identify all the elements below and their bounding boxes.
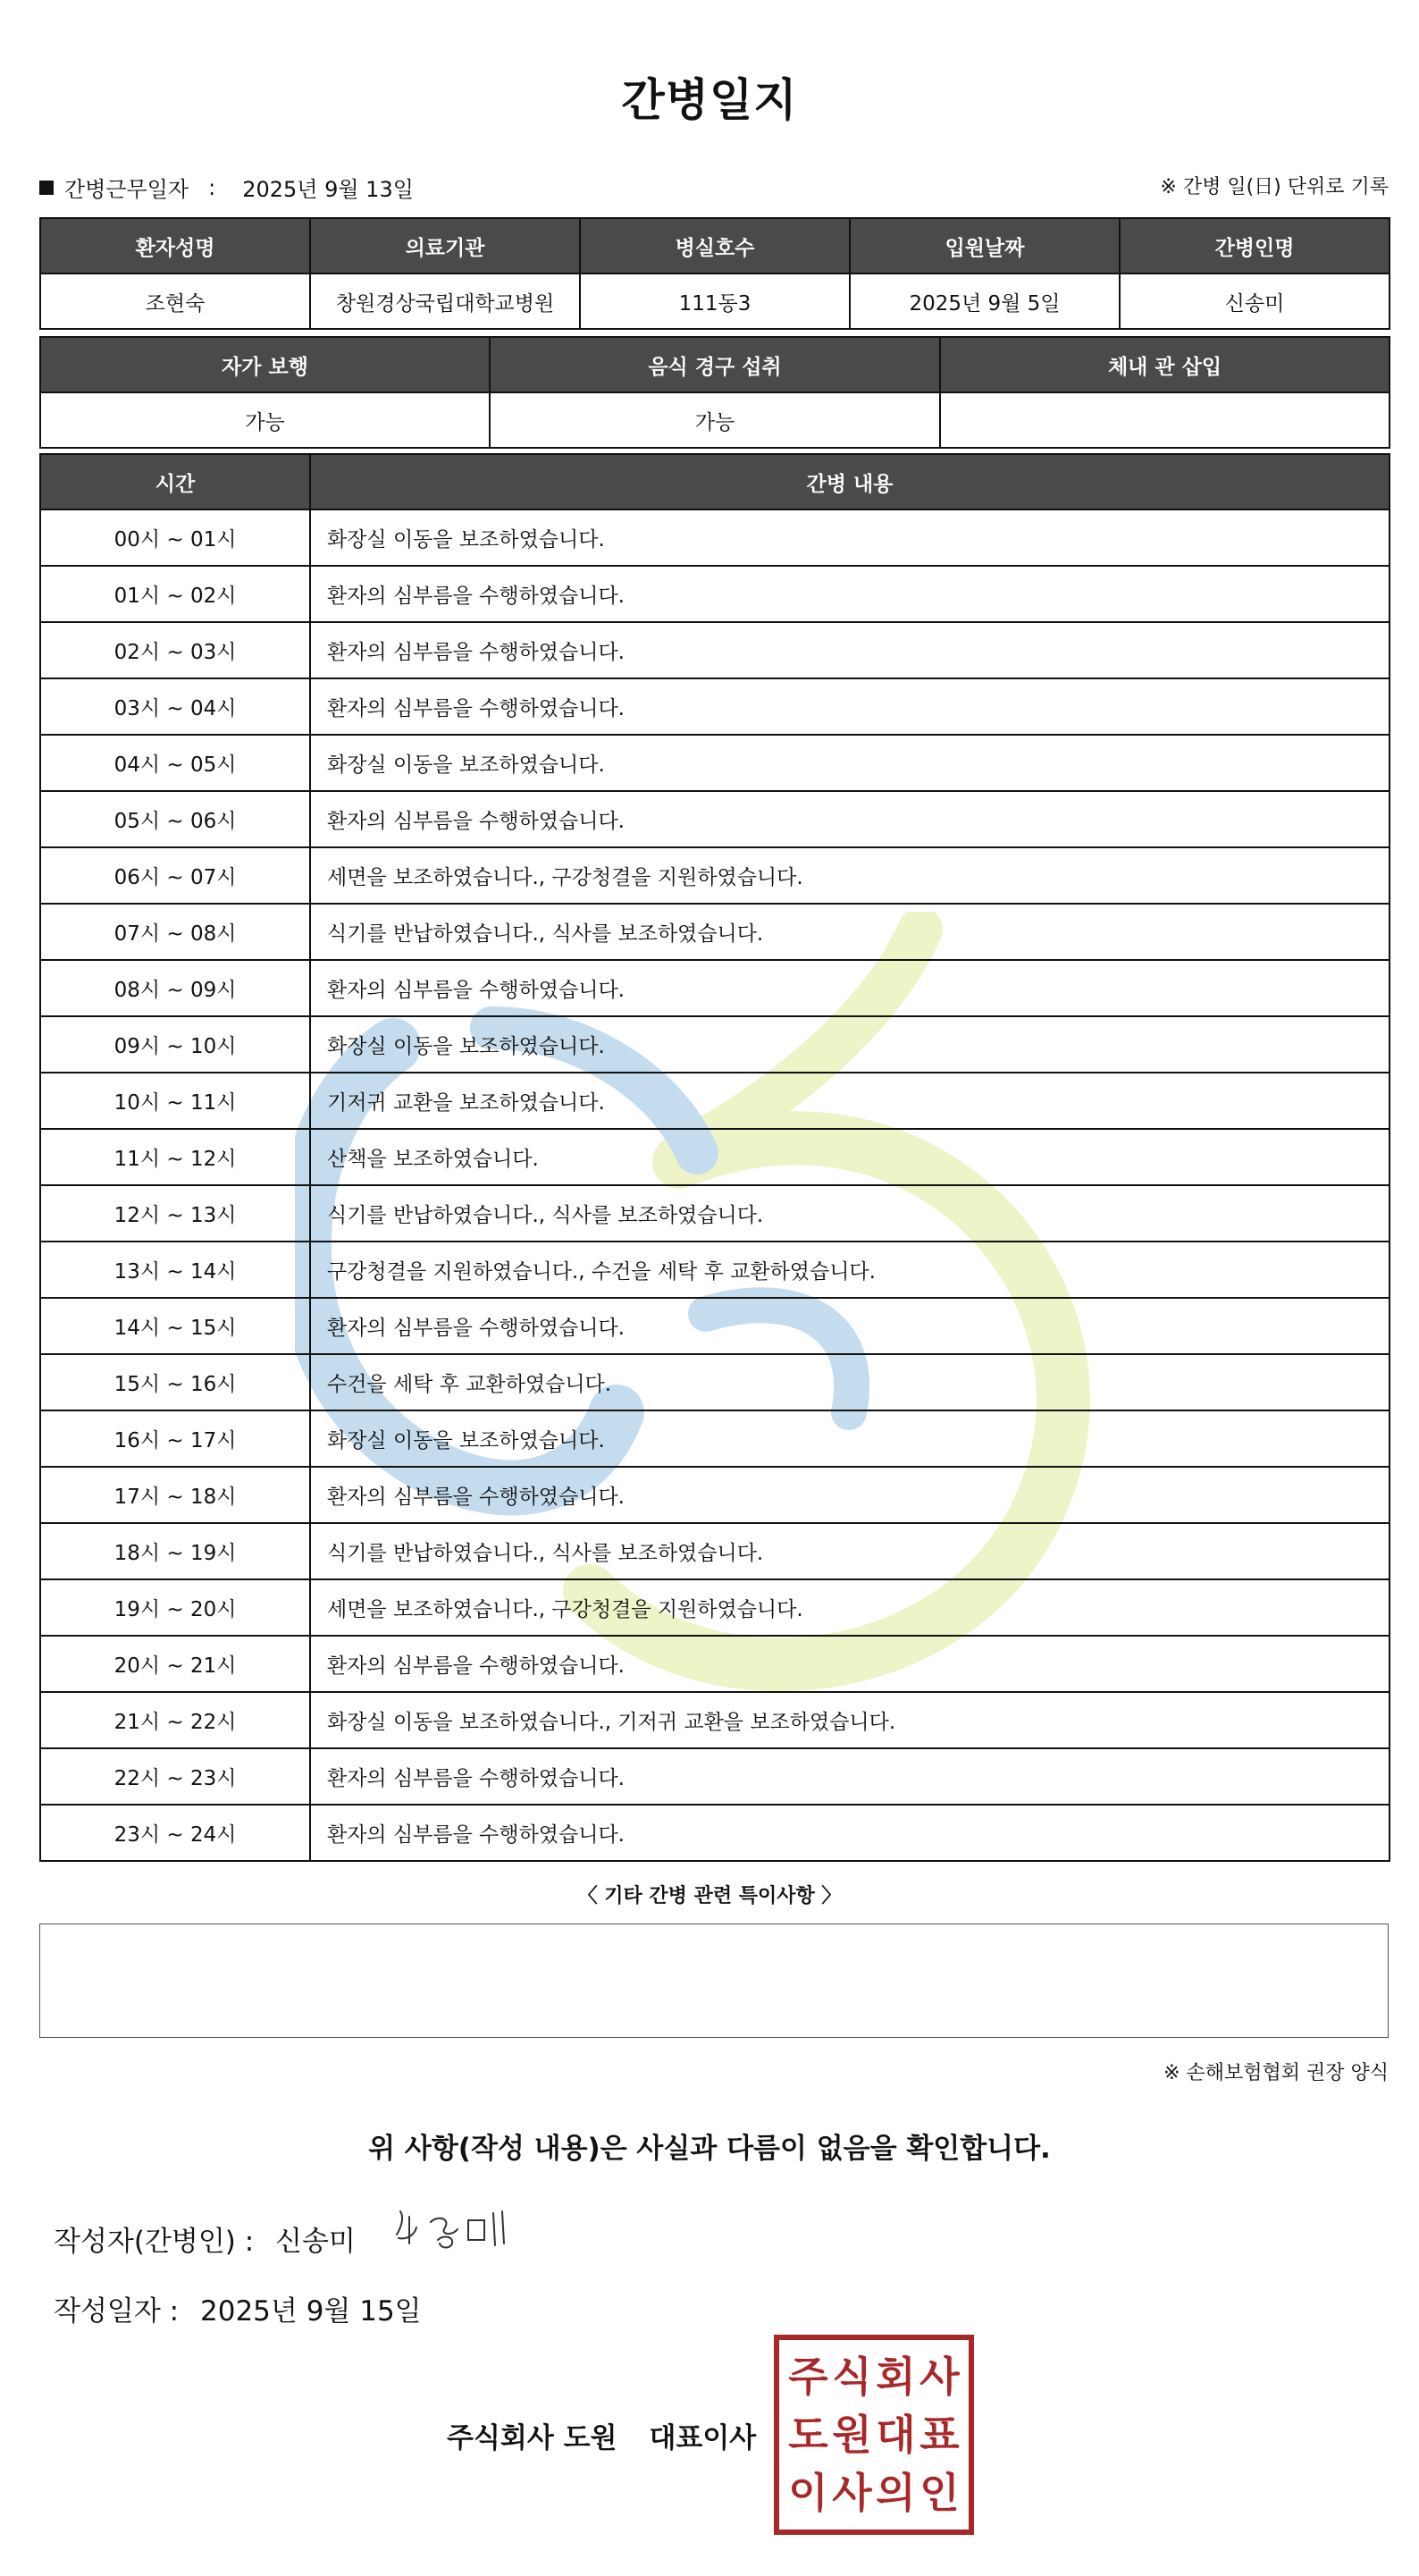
header-hospital: 의료기관	[310, 218, 580, 274]
time-cell: 02시 ~ 03시	[40, 622, 310, 678]
time-cell: 05시 ~ 06시	[40, 791, 310, 847]
seal-character: 인	[919, 2469, 960, 2518]
time-cell: 20시 ~ 21시	[40, 1636, 310, 1692]
table-row	[40, 1129, 1390, 1185]
care-content-cell: 환자의 심부름을 수행하였습니다.	[310, 1467, 1390, 1523]
care-content-cell: 환자의 심부름을 수행하였습니다.	[310, 1636, 1390, 1692]
walking-value: 가능	[40, 392, 490, 448]
care-content-cell: 세면을 보조하였습니다., 구강청결을 지원하였습니다.	[310, 1579, 1390, 1636]
time-cell: 16시 ~ 17시	[40, 1410, 310, 1467]
care-content-cell: 수건을 세탁 후 교환하였습니다.	[310, 1354, 1390, 1410]
duty-date-colon: :	[208, 174, 216, 200]
time-cell: 12시 ~ 13시	[40, 1185, 310, 1242]
time-cell: 13시 ~ 14시	[40, 1242, 310, 1298]
writer-line	[54, 2218, 356, 2259]
care-content-cell: 화장실 이동을 보조하였습니다.	[310, 735, 1390, 791]
time-cell: 14시 ~ 15시	[40, 1298, 310, 1354]
company-line	[447, 2415, 756, 2455]
tube-value	[940, 392, 1390, 448]
header-patient-name: 환자성명	[40, 218, 310, 274]
table-row	[40, 1016, 1390, 1073]
time-cell: 17시 ~ 18시	[40, 1467, 310, 1523]
table-row	[40, 791, 1390, 847]
seal-character: 의	[876, 2469, 916, 2518]
time-cell: 00시 ~ 01시	[40, 509, 310, 566]
document-title: 간병일지	[621, 74, 798, 126]
duty-date	[39, 172, 414, 203]
table-row	[40, 1467, 1390, 1523]
header-caregiver: 간병인명	[1120, 218, 1390, 274]
notes-box	[39, 1924, 1389, 2038]
table-row	[40, 1805, 1390, 1861]
time-cell: 10시 ~ 11시	[40, 1073, 310, 1129]
confirmation-statement: 위 사항(작성 내용)은 사실과 다름이 없음을 확인합니다.	[368, 2133, 1051, 2165]
time-cell: 07시 ~ 08시	[40, 904, 310, 960]
care-content-cell: 기저귀 교환을 보조하였습니다.	[310, 1073, 1390, 1129]
table-row	[40, 847, 1390, 904]
seal-character: 도	[788, 2410, 828, 2459]
care-content-cell: 환자의 심부름을 수행하였습니다.	[310, 1298, 1390, 1354]
table-row	[40, 1692, 1390, 1748]
care-content-cell: 식기를 반납하였습니다., 식사를 보조하였습니다.	[310, 904, 1390, 960]
time-cell: 19시 ~ 20시	[40, 1579, 310, 1636]
care-content-cell: 화장실 이동을 보조하였습니다.	[310, 1410, 1390, 1467]
care-content-cell: 환자의 심부름을 수행하였습니다.	[310, 960, 1390, 1016]
written-date-label: 작성일자 :	[54, 2295, 180, 2328]
header-walking: 자가 보행	[40, 337, 490, 392]
table-row	[40, 1410, 1390, 1467]
writer-name: 신송미	[275, 2226, 356, 2258]
care-content-cell: 환자의 심부름을 수행하였습니다.	[310, 622, 1390, 678]
care-content-cell: 환자의 심부름을 수행하였습니다.	[310, 791, 1390, 847]
square-bullet-icon	[39, 181, 54, 195]
header-tube: 체내 관 삽입	[940, 337, 1390, 392]
seal-character: 원	[832, 2410, 872, 2459]
care-content-cell: 화장실 이동을 보조하였습니다.	[310, 509, 1390, 566]
table-row	[40, 735, 1390, 791]
time-cell: 11시 ~ 12시	[40, 1129, 310, 1185]
table-row	[40, 566, 1390, 622]
duty-date-row	[39, 172, 1389, 204]
written-date-value: 2025년 9월 15일	[200, 2295, 422, 2328]
hospital-name: 창원경상국립대학교병원	[310, 274, 580, 329]
time-cell: 22시 ~ 23시	[40, 1748, 310, 1805]
unit-note: ※ 간병 일(日) 단위로 기록	[1160, 176, 1389, 198]
written-date-line	[54, 2288, 422, 2328]
care-content-cell: 환자의 심부름을 수행하였습니다.	[310, 678, 1390, 735]
time-cell: 08시 ~ 09시	[40, 960, 310, 1016]
care-content-cell: 환자의 심부름을 수행하였습니다.	[310, 1805, 1390, 1861]
header-care-content: 간병 내용	[310, 454, 1390, 509]
time-cell: 23시 ~ 24시	[40, 1805, 310, 1861]
seal-character: 주	[788, 2352, 828, 2401]
table-row	[40, 678, 1390, 735]
table-row	[40, 1073, 1390, 1129]
time-cell: 21시 ~ 22시	[40, 1692, 310, 1748]
care-content-cell: 식기를 반납하였습니다., 식사를 보조하였습니다.	[310, 1185, 1390, 1242]
duty-date-label: 간병근무일자	[64, 177, 189, 202]
recommendation-note: ※ 손해보험협회 권장 양식	[1163, 2062, 1389, 2084]
oral-intake-value: 가능	[490, 392, 940, 448]
seal-character: 사	[832, 2469, 872, 2518]
time-cell: 04시 ~ 05시	[40, 735, 310, 791]
care-content-cell: 구강청결을 지원하였습니다., 수건을 세탁 후 교환하였습니다.	[310, 1242, 1390, 1298]
seal-characters	[786, 2347, 961, 2522]
care-content-cell: 산책을 보조하였습니다.	[310, 1129, 1390, 1185]
writer-label: 작성자(간병인) :	[54, 2226, 255, 2258]
care-log-body	[40, 509, 1390, 1861]
header-time: 시간	[40, 454, 310, 509]
table-row	[40, 1579, 1390, 1636]
time-cell: 09시 ~ 10시	[40, 1016, 310, 1073]
care-content-cell: 환자의 심부름을 수행하였습니다.	[310, 1748, 1390, 1805]
table-row	[40, 1354, 1390, 1410]
care-content-cell: 식기를 반납하였습니다., 식사를 보조하였습니다.	[310, 1523, 1390, 1579]
care-content-cell: 화장실 이동을 보조하였습니다., 기저귀 교환을 보조하였습니다.	[310, 1692, 1390, 1748]
care-content-cell: 환자의 심부름을 수행하였습니다.	[310, 566, 1390, 622]
table-row	[40, 622, 1390, 678]
company-title: 대표이사	[649, 2422, 757, 2454]
time-cell: 15시 ~ 16시	[40, 1354, 310, 1410]
seal-character: 이	[788, 2469, 828, 2518]
seal-character: 사	[919, 2352, 960, 2401]
header-admission-date: 입원날짜	[850, 218, 1120, 274]
table-row	[40, 1242, 1390, 1298]
seal-character: 대	[876, 2410, 916, 2459]
patient-info-table	[39, 217, 1390, 330]
table-row	[40, 1185, 1390, 1242]
time-cell: 03시 ~ 04시	[40, 678, 310, 735]
duty-date-value: 2025년 9월 13일	[242, 177, 414, 202]
care-content-cell: 세면을 보조하였습니다., 구강청결을 지원하였습니다.	[310, 847, 1390, 904]
table-row	[40, 1523, 1390, 1579]
caregiver-name: 신송미	[1120, 274, 1390, 329]
handwritten-signature-icon	[386, 2199, 529, 2261]
time-cell: 18시 ~ 19시	[40, 1523, 310, 1579]
table-row	[40, 960, 1390, 1016]
care-content-cell: 화장실 이동을 보조하였습니다.	[310, 1016, 1390, 1073]
seal-character: 회	[876, 2352, 916, 2401]
seal-character: 식	[832, 2352, 872, 2401]
notes-title: 〈 기타 간병 관련 특이사항 〉	[577, 1885, 842, 1907]
time-cell: 06시 ~ 07시	[40, 847, 310, 904]
table-row	[40, 1298, 1390, 1354]
admission-date: 2025년 9월 5일	[850, 274, 1120, 329]
table-row	[40, 1636, 1390, 1692]
header-room: 병실호수	[580, 218, 850, 274]
company-seal	[774, 2335, 974, 2535]
table-row	[40, 904, 1390, 960]
time-cell: 01시 ~ 02시	[40, 566, 310, 622]
ability-table	[39, 336, 1390, 449]
table-row	[40, 1748, 1390, 1805]
patient-name: 조현숙	[40, 274, 310, 329]
seal-character: 표	[919, 2410, 960, 2459]
care-log-table	[39, 453, 1390, 1862]
company-name: 주식회사 도원	[447, 2422, 617, 2454]
table-row	[40, 509, 1390, 566]
room-number: 111동3	[580, 274, 850, 329]
header-oral-intake: 음식 경구 섭취	[490, 337, 940, 392]
